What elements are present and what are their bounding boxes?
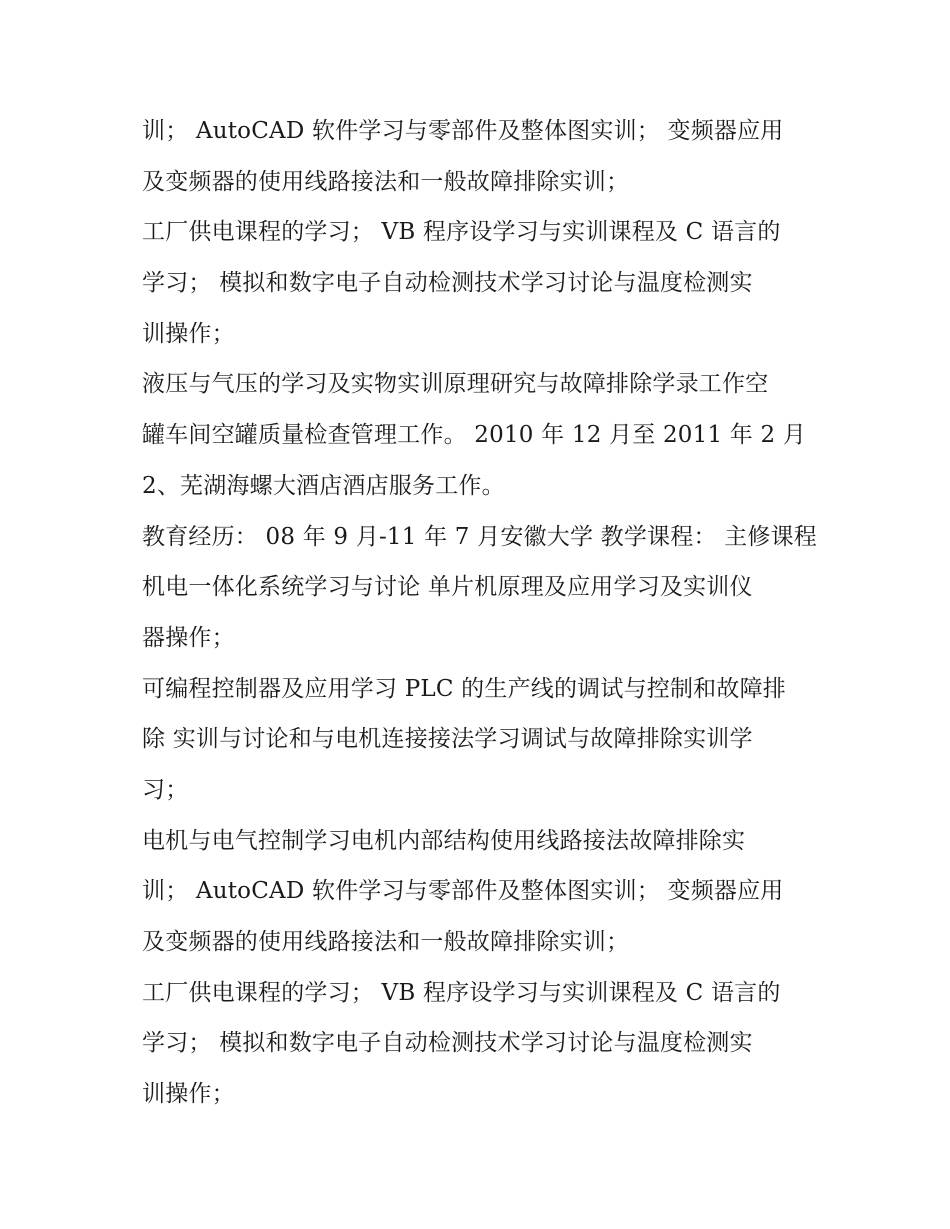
text-line: 机电一体化系统学习与讨论 单片机原理及应用学习及实训仪 [142, 574, 753, 601]
text-line: 2、芜湖海螺大酒店酒店服务工作。 [142, 472, 505, 499]
document-body [142, 106, 822, 1120]
text-line: 电机与电气控制学习电机内部结构使用线路接法故障排除实 [142, 827, 746, 854]
text-line: 学习； 模拟和数字电子自动检测技术学习讨论与温度检测实 [142, 1030, 753, 1057]
text-line: 训操作； [142, 320, 235, 347]
text-line: 工厂供电课程的学习； VB 程序设学习与实训课程及 C 语言的 [142, 979, 781, 1006]
text-line: 除 实训与讨论和与电机连接接法学习调试与故障排除实训学 [142, 726, 753, 753]
text-line: 罐车间空罐质量检查管理工作。 2010 年 12 月至 2011 年 2 月 [142, 422, 807, 449]
text-line: 训； AutoCAD 软件学习与零部件及整体图实训； 变频器应用 [142, 118, 784, 144]
text-line: 可编程控制器及应用学习 PLC 的生产线的调试与控制和故障排 [142, 675, 786, 702]
text-line: 器操作； [142, 624, 235, 651]
text-line: 工厂供电课程的学习； VB 程序设学习与实训课程及 C 语言的 [142, 219, 781, 246]
text-line: 教育经历： 08 年 9 月-11 年 7 月安徽大学 教学课程： 主修课程 [142, 523, 817, 550]
text-line: 及变频器的使用线路接法和一般故障排除实训； [142, 168, 630, 195]
text-line: 学习； 模拟和数字电子自动检测技术学习讨论与温度检测实 [142, 270, 753, 297]
text-line: 训； AutoCAD 软件学习与零部件及整体图实训； 变频器应用 [142, 878, 784, 905]
text-line: 液压与气压的学习及实物实训原理研究与故障排除学录工作空 [142, 371, 769, 398]
text-line: 及变频器的使用线路接法和一般故障排除实训； [142, 929, 630, 955]
text-line: 训操作； [142, 1081, 235, 1108]
text-line: 习； [142, 776, 189, 803]
